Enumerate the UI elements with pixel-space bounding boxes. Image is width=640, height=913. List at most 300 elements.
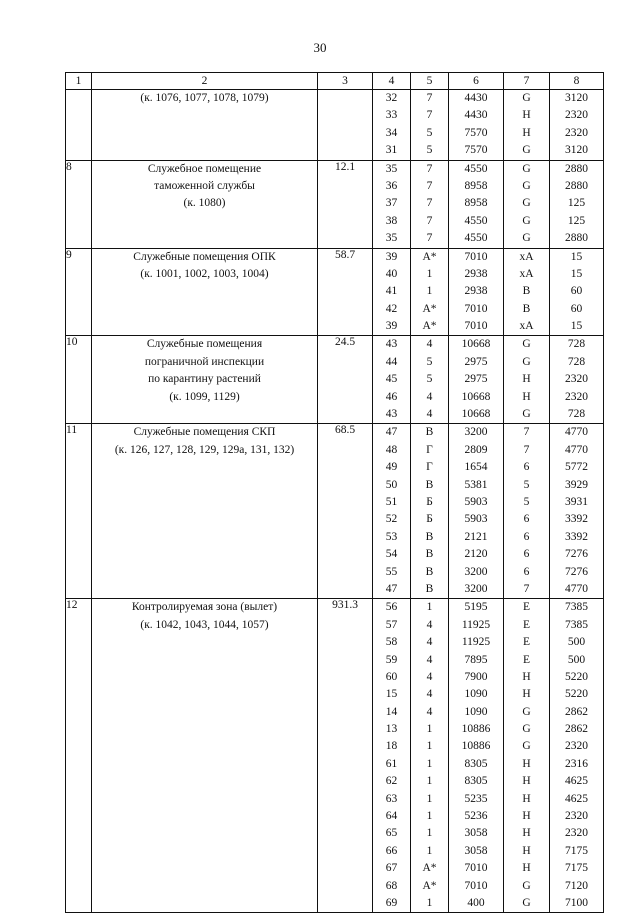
x-coordinate: 8305 — [464, 757, 488, 770]
point-number: 57 — [385, 618, 398, 631]
point-number: 35 — [385, 162, 398, 175]
axis-letter: E — [522, 601, 531, 614]
description-line: таможенной службы — [154, 179, 255, 192]
axis-letter: H — [522, 390, 531, 403]
axis-letter: 7 — [523, 426, 530, 439]
y-coordinate: 3392 — [565, 530, 588, 543]
room-description — [92, 336, 318, 424]
room-description — [92, 599, 318, 913]
axis-letter: G — [522, 896, 531, 909]
description-line: по карантину растений — [148, 373, 261, 386]
section-value: 1 — [426, 267, 433, 280]
y-coordinate: 7385 — [565, 618, 588, 631]
area-value: 24.5 — [318, 336, 373, 424]
point-number: 42 — [385, 302, 398, 315]
section-value: 4 — [426, 390, 433, 403]
room-description — [92, 90, 318, 161]
y-coordinate: 125 — [567, 197, 586, 210]
section-value: 5 — [426, 144, 433, 157]
axis-letter: xA — [519, 320, 534, 333]
point-number-column — [373, 336, 411, 424]
section-value: 7 — [426, 179, 433, 192]
section-value-column — [411, 336, 449, 424]
description-line: (к. 1001, 1002, 1003, 1004) — [140, 267, 269, 280]
x-coordinate: 7570 — [464, 144, 488, 157]
room-description — [92, 248, 318, 336]
x-coordinate: 8958 — [464, 179, 488, 192]
y-coordinate: 5772 — [565, 461, 588, 474]
point-number: 56 — [385, 601, 398, 614]
axis-letter: B — [522, 302, 531, 315]
y-coordinate: 2880 — [565, 179, 588, 192]
section-value: 1 — [426, 285, 433, 298]
point-number: 55 — [385, 565, 398, 578]
point-number: 39 — [385, 320, 398, 333]
y-coordinate: 7276 — [565, 548, 588, 561]
section-value: A* — [422, 862, 437, 875]
point-number: 32 — [385, 92, 398, 104]
point-number: 68 — [385, 879, 398, 892]
y-coordinate-column — [550, 599, 604, 913]
y-coordinate: 4770 — [565, 426, 588, 439]
point-number: 35 — [385, 232, 398, 245]
axis-letter: G — [522, 179, 531, 192]
point-number: 13 — [385, 723, 398, 736]
y-coordinate-column — [550, 248, 604, 336]
x-coordinate: 2975 — [464, 355, 488, 368]
section-value: 1 — [426, 844, 433, 857]
axis-letter-column — [504, 424, 550, 599]
section-value-column — [411, 599, 449, 913]
x-coordinate: 3200 — [464, 582, 488, 595]
description-line: Служебные помещения СКП — [133, 426, 276, 439]
axis-letter: H — [522, 827, 531, 840]
y-coordinate: 7175 — [565, 844, 588, 857]
area-value — [318, 90, 373, 161]
axis-letter: G — [522, 879, 531, 892]
description-line: Служебные помещения — [146, 338, 263, 351]
y-coordinate: 7100 — [565, 896, 588, 909]
y-coordinate: 3120 — [565, 144, 588, 157]
axis-letter: G — [522, 92, 531, 104]
point-number: 43 — [385, 338, 398, 351]
section-value: 1 — [426, 775, 433, 788]
x-coordinate: 5235 — [464, 792, 488, 805]
y-coordinate: 125 — [567, 214, 586, 227]
y-coordinate: 500 — [567, 636, 586, 649]
axis-letter: G — [522, 338, 531, 351]
x-coordinate: 1090 — [464, 688, 488, 701]
axis-letter: H — [522, 757, 531, 770]
axis-letter-column — [504, 160, 550, 248]
y-coordinate-column — [550, 160, 604, 248]
axis-letter: 6 — [523, 530, 530, 543]
axis-letter: G — [522, 723, 531, 736]
y-coordinate: 2320 — [565, 740, 588, 753]
axis-letter: E — [522, 653, 531, 666]
point-number: 51 — [385, 495, 398, 508]
x-coordinate: 11925 — [461, 618, 491, 631]
y-coordinate-column — [550, 424, 604, 599]
x-coordinate: 5903 — [464, 513, 488, 526]
x-coordinate: 10668 — [461, 390, 491, 403]
axis-letter: H — [522, 844, 531, 857]
x-coordinate: 1090 — [464, 705, 488, 718]
axis-letter: H — [522, 109, 531, 122]
point-number: 61 — [385, 757, 398, 770]
point-number: 47 — [385, 582, 398, 595]
y-coordinate: 7120 — [565, 879, 588, 892]
description-line: Служебное помещение — [147, 162, 262, 175]
description-line: Служебные помещения ОПК — [133, 250, 276, 263]
x-coordinate: 10886 — [461, 740, 491, 753]
section-value: 1 — [426, 601, 433, 614]
section-value: В — [425, 530, 434, 543]
page-number: 30 — [313, 40, 327, 55]
x-coordinate: 2809 — [464, 443, 488, 456]
y-coordinate: 60 — [570, 285, 583, 298]
point-number: 60 — [385, 670, 398, 683]
y-coordinate: 2880 — [565, 232, 588, 245]
description-line: (к. 1099, 1129) — [169, 390, 240, 403]
table-body — [66, 90, 604, 913]
point-number: 40 — [385, 267, 398, 280]
x-coordinate: 4430 — [464, 92, 488, 104]
point-number: 50 — [385, 478, 398, 491]
axis-letter: G — [522, 144, 531, 157]
axis-letter: H — [522, 810, 531, 823]
y-coordinate: 2880 — [565, 162, 588, 175]
y-coordinate: 15 — [570, 250, 583, 263]
section-value: 5 — [426, 355, 433, 368]
point-number: 52 — [385, 513, 398, 526]
point-number: 66 — [385, 844, 398, 857]
y-coordinate: 5220 — [565, 688, 588, 701]
y-coordinate: 15 — [570, 320, 583, 333]
point-number-column — [373, 160, 411, 248]
table-row — [66, 248, 604, 336]
column-header: 8 — [550, 73, 604, 90]
axis-letter: H — [522, 775, 531, 788]
x-coordinate: 3200 — [464, 426, 488, 439]
axis-letter: G — [522, 232, 531, 245]
section-value: 1 — [426, 792, 433, 805]
description-line: (к. 1076, 1077, 1078, 1079) — [140, 92, 269, 104]
y-coordinate: 2320 — [565, 827, 588, 840]
y-coordinate: 2320 — [565, 109, 588, 122]
section-value: A* — [422, 250, 437, 263]
section-value: 7 — [426, 92, 433, 104]
section-value: 7 — [426, 232, 433, 245]
x-coordinate: 2938 — [464, 267, 488, 280]
x-coordinate: 7010 — [464, 879, 488, 892]
row-number: 8 — [66, 160, 92, 248]
description-line: (к. 1042, 1043, 1044, 1057) — [140, 618, 269, 631]
y-coordinate: 728 — [567, 355, 586, 368]
point-number: 34 — [385, 126, 398, 139]
area-value: 931.3 — [318, 599, 373, 913]
x-coordinate: 7570 — [464, 126, 488, 139]
table-row — [66, 90, 604, 161]
row-number: 9 — [66, 248, 92, 336]
x-coordinate-column — [449, 424, 504, 599]
point-number: 54 — [385, 548, 398, 561]
axis-letter: 7 — [523, 582, 530, 595]
description-line: пограничной инспекции — [144, 355, 265, 368]
section-value-column — [411, 160, 449, 248]
x-coordinate: 7010 — [464, 302, 488, 315]
section-value: 4 — [426, 618, 433, 631]
point-number: 62 — [385, 775, 398, 788]
y-coordinate: 2320 — [565, 373, 588, 386]
x-coordinate-column — [449, 160, 504, 248]
y-coordinate: 500 — [567, 653, 586, 666]
axis-letter-column — [504, 599, 550, 913]
section-value: 4 — [426, 653, 433, 666]
section-value: 5 — [426, 373, 433, 386]
section-value: A* — [422, 302, 437, 315]
section-value: Б — [426, 513, 433, 526]
section-value: В — [425, 582, 434, 595]
section-value: A* — [422, 320, 437, 333]
section-value: В — [425, 426, 434, 439]
y-coordinate: 15 — [570, 267, 583, 280]
column-header: 1 — [66, 73, 92, 90]
table-row — [66, 599, 604, 913]
axis-letter-column — [504, 336, 550, 424]
table-row — [66, 424, 604, 599]
x-coordinate: 7895 — [464, 653, 488, 666]
axis-letter: B — [522, 285, 531, 298]
x-coordinate: 8958 — [464, 197, 488, 210]
x-coordinate: 5236 — [464, 810, 488, 823]
point-number: 65 — [385, 827, 398, 840]
room-description — [92, 160, 318, 248]
x-coordinate: 7010 — [464, 862, 488, 875]
point-number-column — [373, 248, 411, 336]
axis-letter: 7 — [523, 443, 530, 456]
x-coordinate: 8305 — [464, 775, 488, 788]
x-coordinate: 2121 — [464, 530, 488, 543]
axis-letter-column — [504, 248, 550, 336]
y-coordinate: 728 — [567, 338, 586, 351]
axis-letter: xA — [519, 267, 534, 280]
point-number: 15 — [385, 688, 398, 701]
y-coordinate-column — [550, 90, 604, 161]
y-coordinate: 3931 — [565, 495, 588, 508]
row-number — [66, 90, 92, 161]
x-coordinate-column — [449, 90, 504, 161]
axis-letter: H — [522, 862, 531, 875]
x-coordinate: 7010 — [464, 320, 488, 333]
axis-letter-column — [504, 90, 550, 161]
section-value: В — [425, 478, 434, 491]
axis-letter: G — [522, 162, 531, 175]
section-value: Г — [426, 443, 433, 456]
point-number: 38 — [385, 214, 398, 227]
y-coordinate: 2862 — [565, 723, 588, 736]
column-header: 3 — [318, 73, 373, 90]
x-coordinate: 3058 — [464, 827, 488, 840]
row-number: 12 — [66, 599, 92, 913]
point-number: 63 — [385, 792, 398, 805]
x-coordinate: 1654 — [464, 461, 488, 474]
section-value: 7 — [426, 214, 433, 227]
y-coordinate: 4625 — [565, 775, 588, 788]
x-coordinate: 4550 — [464, 232, 488, 245]
section-value: 4 — [426, 338, 433, 351]
y-coordinate: 2320 — [565, 810, 588, 823]
section-value: 5 — [426, 126, 433, 139]
point-number: 18 — [385, 740, 398, 753]
column-header: 5 — [411, 73, 449, 90]
x-coordinate: 5195 — [464, 601, 488, 614]
point-number: 45 — [385, 373, 398, 386]
section-value: В — [425, 548, 434, 561]
point-number-column — [373, 424, 411, 599]
x-coordinate: 10668 — [461, 408, 491, 421]
description-line: Контролируемая зона (вылет) — [131, 601, 278, 614]
y-coordinate: 3392 — [565, 513, 588, 526]
y-coordinate: 7385 — [565, 601, 588, 614]
y-coordinate: 3929 — [565, 478, 588, 491]
x-coordinate-column — [449, 336, 504, 424]
axis-letter: 6 — [523, 513, 530, 526]
section-value-column — [411, 424, 449, 599]
x-coordinate: 2938 — [464, 285, 488, 298]
section-value: 4 — [426, 408, 433, 421]
coordinates-table — [65, 72, 604, 913]
x-coordinate: 5903 — [464, 495, 488, 508]
x-coordinate-column — [449, 248, 504, 336]
section-value-column — [411, 90, 449, 161]
y-coordinate: 2862 — [565, 705, 588, 718]
y-coordinate: 4770 — [565, 582, 588, 595]
point-number: 48 — [385, 443, 398, 456]
section-value: 1 — [426, 810, 433, 823]
point-number: 14 — [385, 705, 398, 718]
point-number: 47 — [385, 426, 398, 439]
axis-letter: G — [522, 355, 531, 368]
axis-letter: 6 — [523, 548, 530, 561]
y-coordinate: 5220 — [565, 670, 588, 683]
x-coordinate: 3200 — [464, 565, 488, 578]
point-number: 46 — [385, 390, 398, 403]
y-coordinate: 3120 — [565, 92, 588, 104]
axis-letter: G — [522, 408, 531, 421]
y-coordinate: 2320 — [565, 390, 588, 403]
row-number: 11 — [66, 424, 92, 599]
x-coordinate: 10886 — [461, 723, 491, 736]
y-coordinate: 728 — [567, 408, 586, 421]
point-number: 67 — [385, 862, 398, 875]
x-coordinate: 2975 — [464, 373, 488, 386]
area-value: 68.5 — [318, 424, 373, 599]
area-value: 58.7 — [318, 248, 373, 336]
x-coordinate: 4430 — [464, 109, 488, 122]
point-number: 41 — [385, 285, 398, 298]
section-value: 1 — [426, 757, 433, 770]
column-header: 6 — [449, 73, 504, 90]
point-number: 39 — [385, 250, 398, 263]
axis-letter: H — [522, 688, 531, 701]
description-line: (к. 126, 127, 128, 129, 129а, 131, 132) — [114, 443, 295, 456]
y-coordinate: 2320 — [565, 126, 588, 139]
point-number: 33 — [385, 109, 398, 122]
axis-letter: xA — [519, 250, 534, 263]
section-value: Г — [426, 461, 433, 474]
point-number: 49 — [385, 461, 398, 474]
section-value: 1 — [426, 827, 433, 840]
x-coordinate: 4550 — [464, 162, 488, 175]
y-coordinate: 60 — [570, 302, 583, 315]
table-row — [66, 336, 604, 424]
axis-letter: G — [522, 740, 531, 753]
section-value: 1 — [426, 723, 433, 736]
section-value: 7 — [426, 162, 433, 175]
axis-letter: 5 — [523, 478, 530, 491]
section-value: 4 — [426, 636, 433, 649]
section-value: 7 — [426, 197, 433, 210]
point-number: 43 — [385, 408, 398, 421]
axis-letter: E — [522, 636, 531, 649]
x-coordinate: 2120 — [464, 548, 488, 561]
description-line: (к. 1080) — [183, 197, 226, 210]
section-value-column — [411, 248, 449, 336]
point-number: 44 — [385, 355, 398, 368]
header-row — [66, 73, 604, 90]
y-coordinate: 4770 — [565, 443, 588, 456]
point-number: 31 — [385, 144, 398, 157]
room-description — [92, 424, 318, 599]
point-number: 58 — [385, 636, 398, 649]
column-header: 7 — [504, 73, 550, 90]
point-number: 37 — [385, 197, 398, 210]
point-number: 69 — [385, 896, 398, 909]
section-value: 1 — [426, 896, 433, 909]
point-number: 64 — [385, 810, 398, 823]
y-coordinate: 7276 — [565, 565, 588, 578]
point-number-column — [373, 90, 411, 161]
section-value: 1 — [426, 740, 433, 753]
x-coordinate-column — [449, 599, 504, 913]
axis-letter: H — [522, 373, 531, 386]
section-value: В — [425, 565, 434, 578]
column-header: 4 — [373, 73, 411, 90]
x-coordinate: 11925 — [461, 636, 491, 649]
point-number: 36 — [385, 179, 398, 192]
section-value: 4 — [426, 670, 433, 683]
x-coordinate: 5381 — [464, 478, 488, 491]
y-coordinate: 4625 — [565, 792, 588, 805]
y-coordinate: 2316 — [565, 757, 588, 770]
column-header: 2 — [92, 73, 318, 90]
axis-letter: H — [522, 126, 531, 139]
row-number: 10 — [66, 336, 92, 424]
x-coordinate: 3058 — [464, 844, 488, 857]
section-value: 7 — [426, 109, 433, 122]
axis-letter: 6 — [523, 565, 530, 578]
table-row — [66, 160, 604, 248]
point-number: 53 — [385, 530, 398, 543]
point-number: 59 — [385, 653, 398, 666]
axis-letter: E — [522, 618, 531, 631]
x-coordinate: 7010 — [464, 250, 488, 263]
axis-letter: H — [522, 792, 531, 805]
axis-letter: G — [522, 214, 531, 227]
section-value: Б — [426, 495, 433, 508]
section-value: 4 — [426, 705, 433, 718]
